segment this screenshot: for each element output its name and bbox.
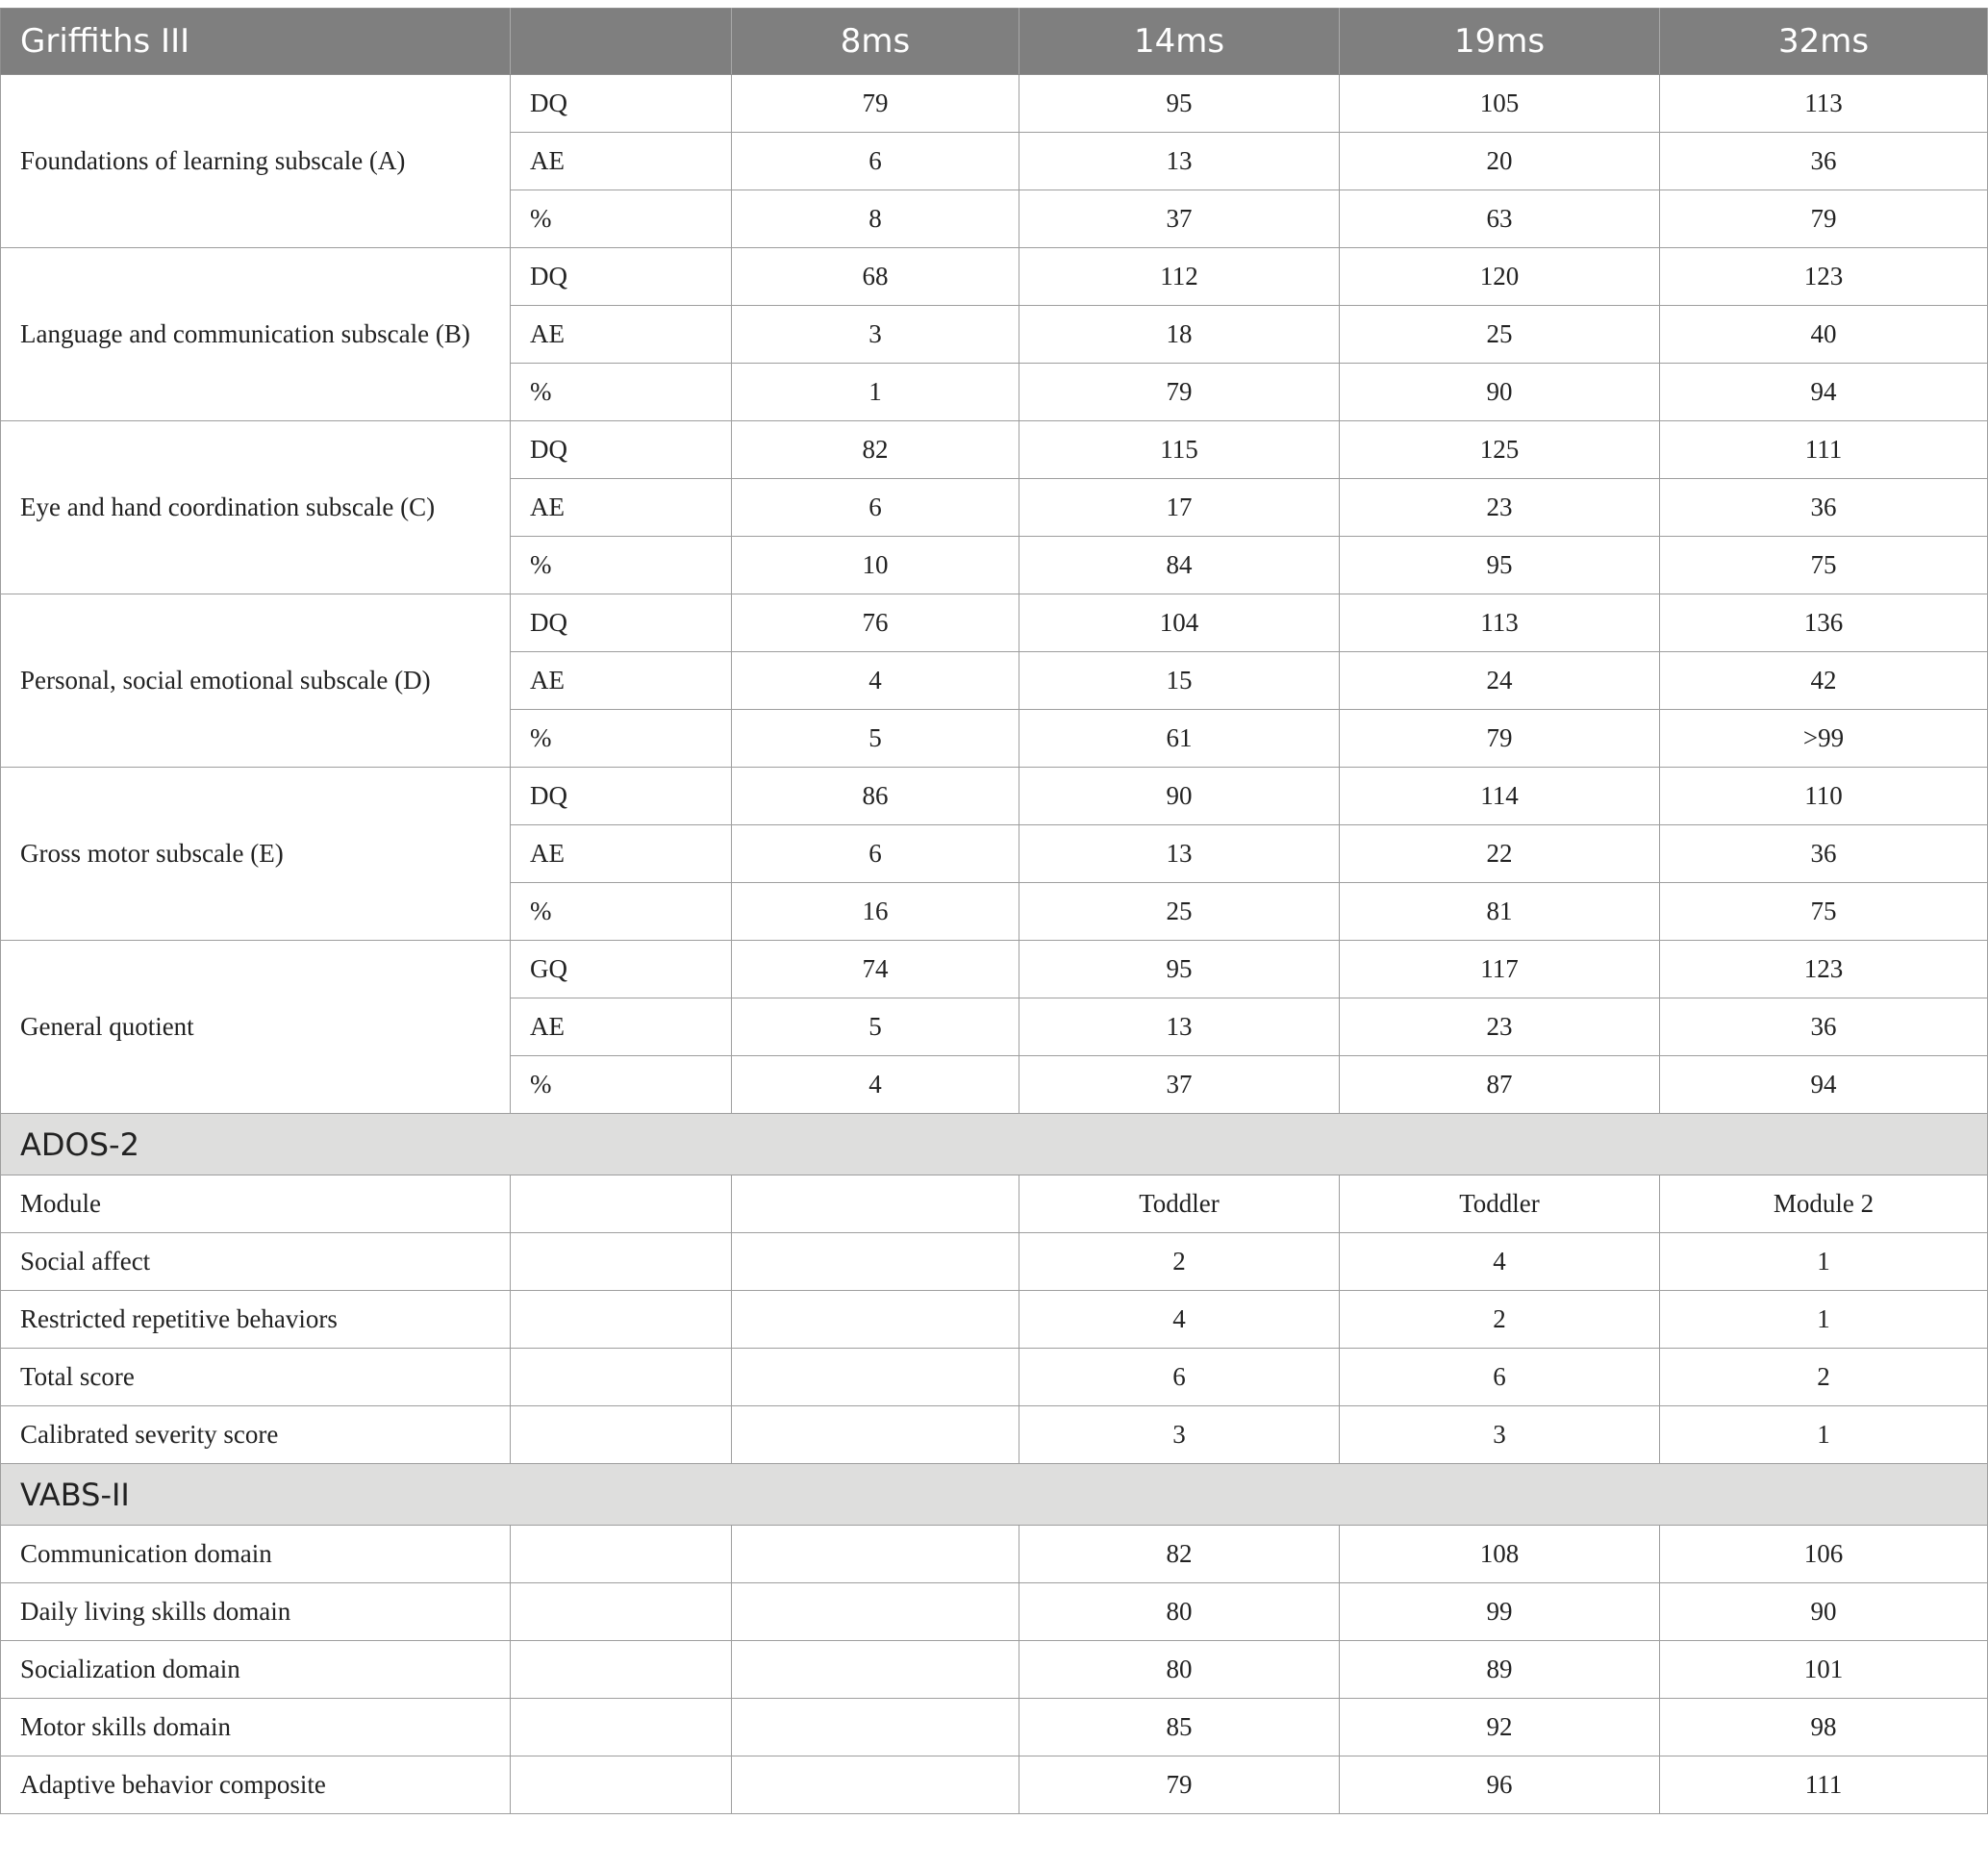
table-row [1,1526,1988,1583]
value-cell: 90 [1340,364,1660,421]
value-cell [732,1175,1019,1233]
ados-section-header [1,1114,1988,1175]
value-cell: 104 [1019,594,1340,652]
value-cell: 79 [1019,1756,1340,1814]
ados-section-title: ADOS-2 [1,1114,1988,1175]
value-cell: 1 [1660,1291,1988,1349]
value-cell [732,1349,1019,1406]
value-cell: >99 [1660,710,1988,768]
value-cell: Module 2 [1660,1175,1988,1233]
value-cell: 61 [1019,710,1340,768]
value-cell [732,1699,1019,1756]
value-cell: 1 [1660,1406,1988,1464]
table-row [1,1699,1988,1756]
value-cell: 1 [1660,1233,1988,1291]
table-body [1,75,1988,1814]
value-cell: 25 [1019,883,1340,941]
value-cell: 84 [1019,537,1340,594]
value-cell: 40 [1660,306,1988,364]
griffiths-title: Griffiths III [1,9,511,75]
value-cell: 6 [1019,1349,1340,1406]
value-cell: 23 [1340,998,1660,1056]
value-cell: 42 [1660,652,1988,710]
table-row [1,1406,1988,1464]
value-cell: 111 [1660,421,1988,479]
value-cell: 13 [1019,133,1340,190]
column-header-8ms: 8ms [732,9,1019,75]
value-cell: Toddler [1019,1175,1340,1233]
value-cell: 18 [1019,306,1340,364]
value-cell: 113 [1660,75,1988,133]
value-cell: 123 [1660,941,1988,998]
value-cell: 1 [732,364,1019,421]
table-row [1,1756,1988,1814]
value-cell: 95 [1340,537,1660,594]
value-cell: 10 [732,537,1019,594]
metric-label: % [511,710,732,768]
row-label: Social affect [1,1233,511,1291]
value-cell: 20 [1340,133,1660,190]
value-cell: 90 [1660,1583,1988,1641]
metric-label: % [511,1056,732,1114]
subscale-label: Foundations of learning subscale (A) [1,75,511,248]
value-cell: 6 [732,825,1019,883]
metric-label: AE [511,306,732,364]
header-blank-cell [511,9,732,75]
value-cell: 96 [1340,1756,1660,1814]
value-cell: 90 [1019,768,1340,825]
row-label: Socialization domain [1,1641,511,1699]
value-cell: 5 [732,998,1019,1056]
metric-label: % [511,190,732,248]
value-cell: 110 [1660,768,1988,825]
empty-cell [511,1699,732,1756]
table-header-row [1,9,1988,75]
value-cell: 6 [732,479,1019,537]
row-label: Calibrated severity score [1,1406,511,1464]
value-cell: 36 [1660,479,1988,537]
value-cell: 79 [1019,364,1340,421]
row-label: Restricted repetitive behaviors [1,1291,511,1349]
table-row [1,1641,1988,1699]
value-cell: 85 [1019,1699,1340,1756]
value-cell: 136 [1660,594,1988,652]
table-row [1,1583,1988,1641]
value-cell: 3 [1340,1406,1660,1464]
value-cell: 120 [1340,248,1660,306]
subscale-label: Language and communication subscale (B) [1,248,511,421]
value-cell: 2 [1019,1233,1340,1291]
metric-label: DQ [511,594,732,652]
metric-label: AE [511,652,732,710]
column-header-14ms: 14ms [1019,9,1340,75]
empty-cell [511,1349,732,1406]
value-cell: 81 [1340,883,1660,941]
row-label: Module [1,1175,511,1233]
value-cell: 36 [1660,825,1988,883]
metric-label: DQ [511,248,732,306]
column-header-19ms: 19ms [1340,9,1660,75]
empty-cell [511,1641,732,1699]
value-cell: 86 [732,768,1019,825]
value-cell: 89 [1340,1641,1660,1699]
empty-cell [511,1291,732,1349]
table-row [1,941,1988,998]
metric-label: % [511,364,732,421]
value-cell: 106 [1660,1526,1988,1583]
value-cell: 94 [1660,364,1988,421]
value-cell: 87 [1340,1056,1660,1114]
table-row [1,1291,1988,1349]
value-cell: 23 [1340,479,1660,537]
value-cell: 74 [732,941,1019,998]
value-cell [732,1291,1019,1349]
metric-label: AE [511,133,732,190]
value-cell: 79 [1660,190,1988,248]
value-cell: 101 [1660,1641,1988,1699]
value-cell: 13 [1019,825,1340,883]
table-row [1,1349,1988,1406]
value-cell: 80 [1019,1641,1340,1699]
row-label: Total score [1,1349,511,1406]
value-cell: 24 [1340,652,1660,710]
value-cell: 2 [1340,1291,1660,1349]
value-cell: 79 [732,75,1019,133]
value-cell [732,1406,1019,1464]
value-cell: 4 [1019,1291,1340,1349]
metric-label: AE [511,825,732,883]
subscale-label: Gross motor subscale (E) [1,768,511,941]
value-cell: 95 [1019,941,1340,998]
value-cell: 5 [732,710,1019,768]
column-header-32ms: 32ms [1660,9,1988,75]
table-row [1,75,1988,133]
value-cell: 4 [1340,1233,1660,1291]
value-cell: 36 [1660,998,1988,1056]
value-cell: 108 [1340,1526,1660,1583]
row-label: Communication domain [1,1526,511,1583]
empty-cell [511,1526,732,1583]
metric-label: GQ [511,941,732,998]
value-cell: 98 [1660,1699,1988,1756]
metric-label: DQ [511,768,732,825]
value-cell: 76 [732,594,1019,652]
table-row [1,248,1988,306]
value-cell: 15 [1019,652,1340,710]
metric-label: % [511,883,732,941]
empty-cell [511,1175,732,1233]
value-cell: 2 [1660,1349,1988,1406]
value-cell [732,1641,1019,1699]
value-cell: 16 [732,883,1019,941]
value-cell: 4 [732,1056,1019,1114]
value-cell: 80 [1019,1583,1340,1641]
subscale-label: Personal, social emotional subscale (D) [1,594,511,768]
value-cell: 8 [732,190,1019,248]
row-label: Daily living skills domain [1,1583,511,1641]
vabs-section-title: VABS-II [1,1464,1988,1526]
value-cell: 75 [1660,883,1988,941]
metric-label: DQ [511,75,732,133]
value-cell: 13 [1019,998,1340,1056]
value-cell: 125 [1340,421,1660,479]
metric-label: DQ [511,421,732,479]
empty-cell [511,1583,732,1641]
metric-label: % [511,537,732,594]
value-cell: 82 [1019,1526,1340,1583]
value-cell: 17 [1019,479,1340,537]
metric-label: AE [511,479,732,537]
value-cell: 22 [1340,825,1660,883]
table-row [1,594,1988,652]
value-cell: Toddler [1340,1175,1660,1233]
value-cell: 113 [1340,594,1660,652]
value-cell: 95 [1019,75,1340,133]
results-table [0,8,1988,1814]
value-cell: 99 [1340,1583,1660,1641]
value-cell [732,1756,1019,1814]
value-cell: 79 [1340,710,1660,768]
value-cell: 6 [1340,1349,1660,1406]
value-cell [732,1583,1019,1641]
value-cell: 4 [732,652,1019,710]
value-cell: 92 [1340,1699,1660,1756]
value-cell: 117 [1340,941,1660,998]
value-cell: 112 [1019,248,1340,306]
value-cell: 3 [732,306,1019,364]
empty-cell [511,1756,732,1814]
value-cell: 63 [1340,190,1660,248]
value-cell: 6 [732,133,1019,190]
value-cell: 94 [1660,1056,1988,1114]
table-row [1,1175,1988,1233]
value-cell: 111 [1660,1756,1988,1814]
value-cell: 68 [732,248,1019,306]
empty-cell [511,1233,732,1291]
value-cell: 3 [1019,1406,1340,1464]
value-cell: 123 [1660,248,1988,306]
vabs-section-header [1,1464,1988,1526]
subscale-label: General quotient [1,941,511,1114]
value-cell: 82 [732,421,1019,479]
row-label: Motor skills domain [1,1699,511,1756]
row-label: Adaptive behavior composite [1,1756,511,1814]
table-row [1,1233,1988,1291]
value-cell [732,1233,1019,1291]
value-cell: 114 [1340,768,1660,825]
table-row [1,421,1988,479]
value-cell: 37 [1019,190,1340,248]
value-cell: 75 [1660,537,1988,594]
value-cell: 37 [1019,1056,1340,1114]
value-cell: 105 [1340,75,1660,133]
table-row [1,768,1988,825]
metric-label: AE [511,998,732,1056]
value-cell [732,1526,1019,1583]
subscale-label: Eye and hand coordination subscale (C) [1,421,511,594]
value-cell: 25 [1340,306,1660,364]
value-cell: 115 [1019,421,1340,479]
empty-cell [511,1406,732,1464]
value-cell: 36 [1660,133,1988,190]
